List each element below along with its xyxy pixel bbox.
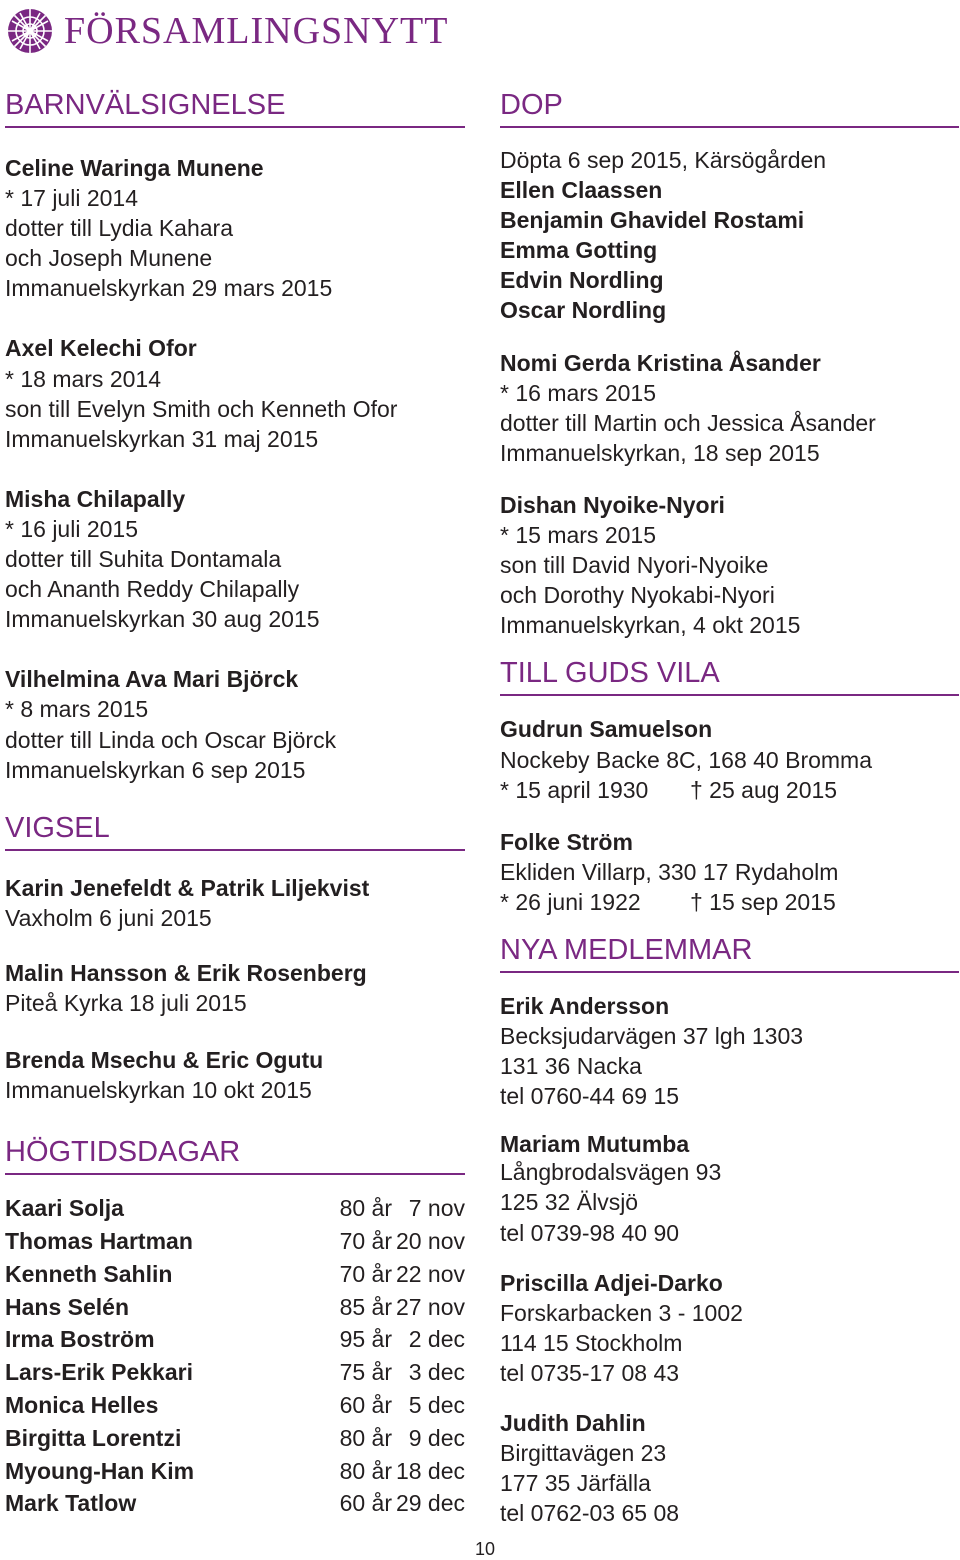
birthday-age: 95 år (339, 1326, 392, 1353)
entry-line: son till David Nyori-Nyoike (500, 552, 769, 579)
member-entry (500, 1268, 959, 1388)
entry-line: tel 0760-44 69 15 (500, 1083, 680, 1110)
dop-entry (500, 348, 959, 468)
birthday-name: Monica Helles (5, 1392, 159, 1419)
vigsel-entry (5, 958, 465, 1018)
entry-name: Priscilla Adjei-Darko (500, 1269, 723, 1296)
obituary-entry (500, 827, 959, 917)
entry-line: dotter till Linda och Oscar Björck (5, 726, 337, 753)
entry-line: * 16 juli 2015 (5, 515, 138, 542)
section-title-till-guds-vila: TILL GUDS VILA (500, 656, 959, 696)
page-header (6, 6, 448, 56)
entry-line: dotter till Martin och Jessica Åsander (500, 409, 876, 436)
entry-line: Immanuelskyrkan 31 maj 2015 (5, 425, 319, 452)
left-column (5, 88, 465, 1520)
entry-line: 125 32 Älvsjö (500, 1189, 639, 1216)
section-title-vigsel: VIGSEL (5, 811, 465, 851)
entry-line: Piteå Kyrka 18 juli 2015 (5, 989, 247, 1016)
table-row (5, 1323, 465, 1356)
birthday-date: 27 nov (395, 1293, 465, 1320)
entry-line: Långbrodalsvägen 93 (500, 1159, 722, 1186)
entry-line: * 17 juli 2014 (5, 185, 138, 212)
table-row (5, 1192, 465, 1225)
birthday-name: Thomas Hartman (5, 1228, 193, 1255)
entry-name: Folke Ström (500, 828, 633, 855)
entry-line: Becksjudarvägen 37 lgh 1303 (500, 1023, 804, 1050)
birthday-age: 75 år (339, 1359, 392, 1386)
entry-line: Immanuelskyrkan, 4 okt 2015 (500, 612, 801, 639)
member-entry (500, 1408, 959, 1528)
entry-line: Immanuelskyrkan 30 aug 2015 (5, 606, 320, 633)
entry-name: Karin Jenefeldt & Patrik Liljekvist (5, 874, 370, 901)
birthday-name: Irma Boström (5, 1326, 155, 1353)
birthday-name: Lars-Erik Pekkari (5, 1359, 193, 1386)
table-row (5, 1389, 465, 1422)
entry-line: och Joseph Munene (5, 245, 213, 272)
vigsel-entry (5, 873, 465, 933)
entry-line: tel 0762-03 65 08 (500, 1500, 680, 1527)
birthday-date: 2 dec (408, 1326, 465, 1353)
birthday-date: 18 dec (395, 1457, 465, 1484)
birth-date: * 15 april 1930 (500, 776, 649, 803)
entry-name: Brenda Msechu & Eric Ogutu (5, 1047, 324, 1074)
entry-name: Nomi Gerda Kristina Åsander (500, 349, 821, 376)
entry-line: * 8 mars 2015 (5, 696, 149, 723)
entry-name: Misha Chilapally (5, 485, 186, 512)
barnvalsignelse-entry (5, 664, 465, 784)
death-date: † 15 sep 2015 (690, 888, 836, 915)
entry-line: och Dorothy Nyokabi-Nyori (500, 582, 775, 609)
right-column (500, 88, 959, 1528)
entry-name: Mariam Mutumba (500, 1131, 690, 1158)
birthday-name: Birgitta Lorentzi (5, 1424, 182, 1451)
section-title-dop: DOP (500, 88, 959, 128)
barnvalsignelse-entry (5, 333, 465, 453)
birthday-name: Myoung-Han Kim (5, 1457, 195, 1484)
entry-name: Axel Kelechi Ofor (5, 335, 197, 362)
birthday-date: 5 dec (408, 1392, 465, 1419)
entry-name: Judith Dahlin (500, 1410, 646, 1436)
entry-line: Immanuelskyrkan 29 mars 2015 (5, 275, 333, 302)
obituary-address: Ekliden Villarp, 330 17 Rydaholm (500, 858, 839, 885)
entry-name: Vilhelmina Ava Mari Björck (5, 666, 299, 693)
entry-line: 114 15 Stockholm (500, 1329, 683, 1356)
entry-line: dotter till Suhita Dontamala (5, 546, 282, 573)
entry-line: tel 0739-98 40 90 (500, 1219, 680, 1246)
entry-name: Dishan Nyoike-Nyori (500, 491, 725, 518)
entry-line: dotter till Lydia Kahara (5, 215, 234, 242)
table-row (5, 1487, 465, 1520)
table-row (5, 1291, 465, 1324)
entry-line: Forskarbacken 3 - 1002 (500, 1299, 743, 1326)
entry-line: 177 35 Järfälla (500, 1470, 651, 1497)
obituary-dates (500, 887, 959, 917)
birthday-name: Kenneth Sahlin (5, 1260, 173, 1287)
obituary-dates (500, 775, 959, 805)
birthday-age: 80 år (339, 1195, 392, 1222)
birthday-date: 7 nov (408, 1195, 465, 1222)
obituary-address: Nockeby Backe 8C, 168 40 Bromma (500, 746, 873, 773)
entry-line: Immanuelskyrkan, 18 sep 2015 (500, 439, 820, 466)
dop-entry (500, 490, 959, 640)
birth-date: * 26 juni 1922 (500, 888, 641, 915)
birthday-age: 85 år (339, 1293, 392, 1320)
birthday-date: 22 nov (395, 1260, 465, 1287)
entry-name: Malin Hansson & Erik Rosenberg (5, 959, 367, 986)
entry-name: Benjamin Ghavidel Rostami (500, 207, 805, 234)
birthday-age: 80 år (339, 1424, 392, 1451)
section-title-barnvalsignelse: BARNVÄLSIGNELSE (5, 88, 465, 128)
entry-line: tel 0735-17 08 43 (500, 1359, 680, 1386)
birthday-age: 60 år (339, 1392, 392, 1419)
section-title-hogtidsdagar: HÖGTIDSDAGAR (5, 1135, 465, 1175)
death-date: † 25 aug 2015 (690, 776, 838, 803)
dop-group-header: Döpta 6 sep 2015, Kärsögården (500, 147, 827, 173)
member-entry (500, 1131, 959, 1247)
birthday-age: 70 år (339, 1260, 392, 1287)
table-row (5, 1422, 465, 1455)
table-row (5, 1356, 465, 1389)
page-number: 10 (475, 1539, 496, 1559)
entry-line: * 16 mars 2015 (500, 379, 656, 406)
vigsel-entry (5, 1045, 465, 1105)
birthday-date: 20 nov (395, 1228, 465, 1255)
entry-line: 131 36 Nacka (500, 1053, 642, 1080)
entry-name: Emma Gotting (500, 237, 658, 264)
barnvalsignelse-entry (5, 153, 465, 303)
table-row (5, 1225, 465, 1258)
entry-name: Celine Waringa Munene (5, 155, 264, 181)
section-title-nya-medlemmar: NYA MEDLEMMAR (500, 933, 959, 973)
entry-line: * 18 mars 2014 (5, 365, 161, 392)
entry-line: Immanuelskyrkan 6 sep 2015 (5, 756, 306, 783)
birthday-name: Kaari Solja (5, 1195, 124, 1222)
entry-name: Erik Andersson (500, 992, 670, 1019)
table-row (5, 1455, 465, 1488)
entry-name: Gudrun Samuelson (500, 716, 713, 743)
barnvalsignelse-entry (5, 484, 465, 634)
rosette-logo-icon (6, 7, 54, 55)
member-entry (500, 991, 959, 1111)
entry-line: Immanuelskyrkan 10 okt 2015 (5, 1077, 312, 1104)
dop-group (500, 145, 959, 326)
entry-line: Birgittavägen 23 (500, 1440, 667, 1467)
entry-line: son till Evelyn Smith och Kenneth Ofor (5, 395, 398, 422)
birthday-age: 70 år (339, 1228, 392, 1255)
obituary-entry (500, 714, 959, 804)
birthday-date: 3 dec (408, 1359, 465, 1386)
birthday-date: 29 dec (395, 1490, 465, 1517)
publication-title: FÖRSAMLINGSNYTT (64, 10, 449, 52)
table-row (5, 1258, 465, 1291)
birthday-age: 60 år (339, 1490, 392, 1517)
hogtidsdagar-table (5, 1192, 465, 1520)
entry-line: Vaxholm 6 juni 2015 (5, 904, 212, 931)
entry-line: * 15 mars 2015 (500, 522, 656, 549)
birthday-date: 9 dec (408, 1424, 465, 1451)
birthday-name: Hans Selén (5, 1293, 129, 1320)
entry-name: Oscar Nordling (500, 297, 667, 324)
birthday-name: Mark Tatlow (5, 1490, 137, 1517)
birthday-age: 80 år (339, 1457, 392, 1484)
entry-line: och Ananth Reddy Chilapally (5, 576, 300, 603)
entry-name: Edvin Nordling (500, 267, 664, 294)
entry-name: Ellen Claassen (500, 177, 663, 204)
